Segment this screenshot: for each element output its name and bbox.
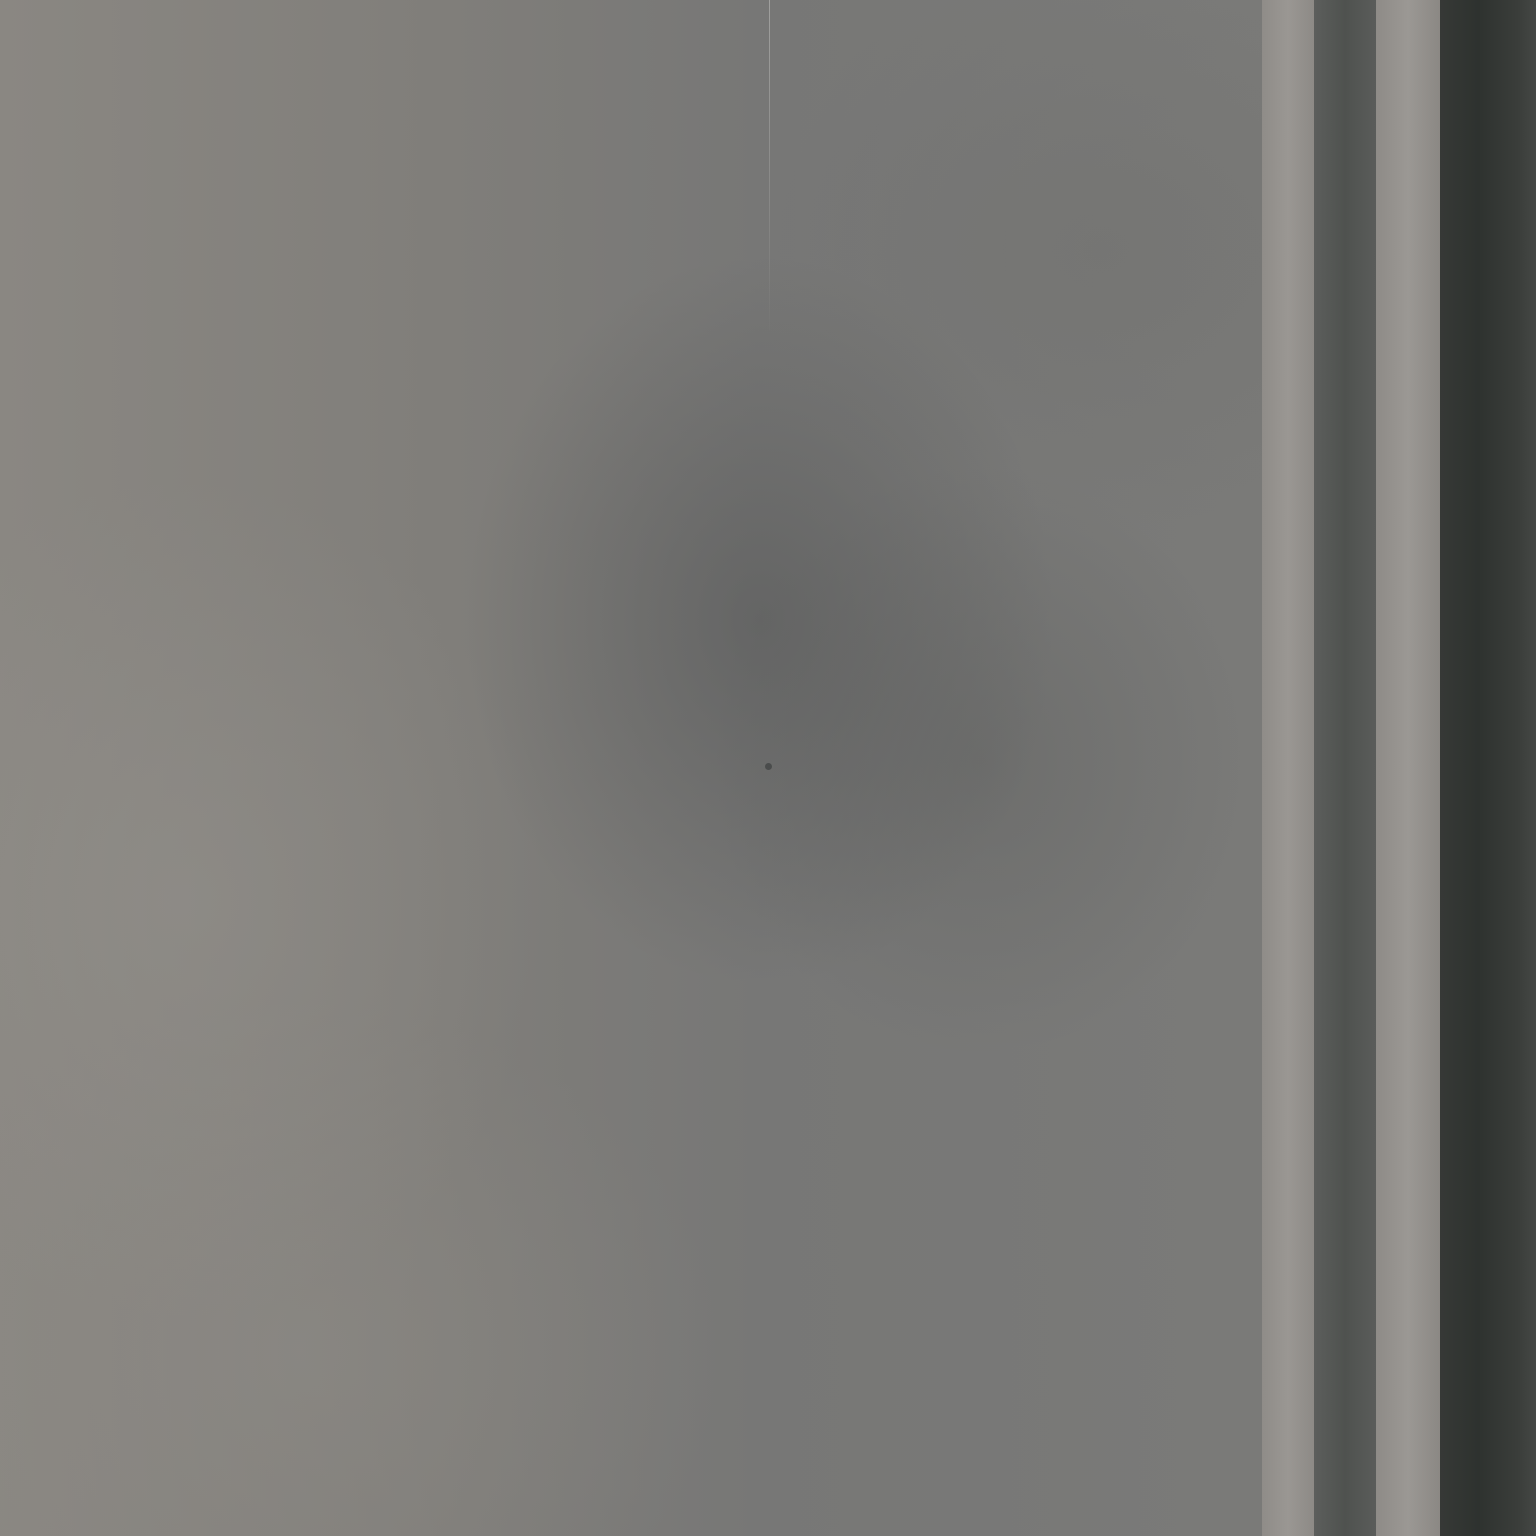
stripe-dark-middle <box>1314 0 1376 1536</box>
wall-dot <box>765 763 772 770</box>
stripe-light-right <box>1376 0 1440 1536</box>
hanging-thread <box>769 0 770 330</box>
stripe-dark-edge <box>1440 0 1536 1536</box>
stripe-light-left <box>1262 0 1314 1536</box>
